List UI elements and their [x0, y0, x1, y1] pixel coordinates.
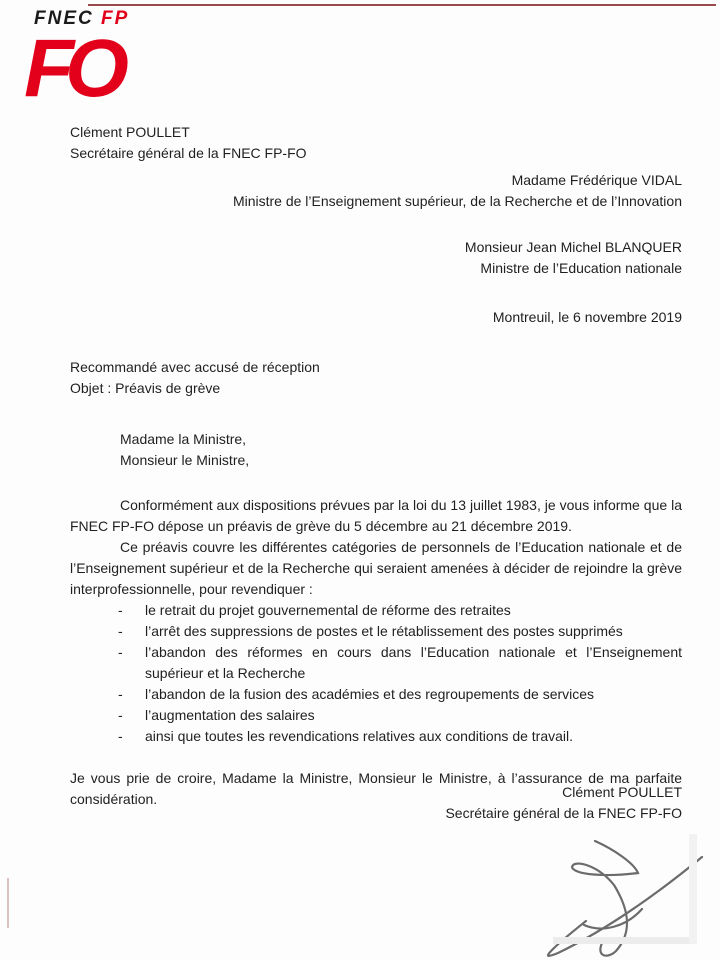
demand-text: l’augmentation des salaires	[145, 707, 315, 723]
demand-text: ainsi que toutes les revendications relatives aux conditions de travail.	[145, 728, 574, 744]
scan-band-artifact	[689, 834, 697, 944]
scan-edge-artifact	[7, 878, 9, 928]
salutation-line-madame: Madame la Ministre,	[120, 431, 247, 447]
closing-formula: Je vous prie de croire, Madame la Ministre, Monsieur le Ministre, à l’assurance de ma parfaite considération.	[70, 770, 682, 807]
bullet-dash: -	[118, 602, 123, 618]
demand-text: l’abandon de la fusion des académies et des regroupements de services	[145, 686, 595, 702]
recipient-title: Ministre de l’Education nationale	[480, 260, 682, 276]
recipient-blanquer	[465, 237, 682, 279]
sender-name: Clément POULLET	[70, 124, 190, 140]
salutation	[120, 429, 249, 471]
dateline: Montreuil, le 6 novembre 2019	[492, 309, 682, 325]
header-rule	[88, 4, 716, 6]
fnec-fp-fo-logo	[24, 8, 130, 114]
scan-shadow-artifact	[553, 937, 691, 944]
list-item	[70, 621, 682, 642]
bullet-dash: -	[118, 644, 123, 660]
list-item	[70, 642, 682, 684]
sender-block	[70, 122, 307, 164]
bullet-dash: -	[118, 686, 123, 702]
paragraph-couverture: Ce préavis couvre les différentes catégories de personnels de l’Education nationale et de l’Enseignement supérieur et de la Recherche qui seraient amenées à décider de rejoindre la grève interprofessionnelle, pour revendiquer :	[70, 539, 682, 597]
demands-list	[70, 600, 682, 747]
recipient-name: Monsieur Jean Michel BLANQUER	[464, 239, 682, 255]
signatory-name: Clément POULLET	[562, 784, 682, 800]
bullet-dash: -	[118, 623, 123, 639]
reference-block	[70, 357, 320, 399]
demand-text: l’abandon des réformes en cours dans l’Education nationale et l’Enseignement supérieur et la Recherche	[145, 644, 682, 681]
salutation-line-monsieur: Monsieur le Ministre,	[120, 452, 250, 468]
paragraph-preavis: Conformément aux dispositions prévues par la loi du 13 juillet 1983, je vous informe que la FNEC FP-FO dépose un préavis de grève du 5 décembre au 21 décembre 2019.	[70, 497, 682, 534]
recipient-vidal	[233, 170, 682, 212]
demand-text: l’arrêt des suppressions de postes et le rétablissement des postes supprimés	[145, 623, 623, 639]
bullet-dash: -	[118, 728, 123, 744]
list-item	[70, 726, 682, 747]
signature-block	[445, 782, 682, 824]
letter-body	[70, 495, 682, 810]
recipient-name: Madame Frédérique VIDAL	[511, 172, 682, 188]
bullet-dash: -	[118, 707, 123, 723]
list-item	[70, 684, 682, 705]
list-item	[70, 600, 682, 621]
logo-fnec-text: FNEC	[34, 8, 94, 29]
subject-line: Objet : Préavis de grève	[70, 380, 221, 396]
demand-text: le retrait du projet gouvernemental de réforme des retraites	[145, 602, 511, 618]
recipient-title: Ministre de l’Enseignement supérieur, de la Recherche et de l’Innovation	[232, 193, 682, 209]
logo-fp-text: FP	[101, 8, 130, 29]
list-item	[70, 705, 682, 726]
logo-fo-text: FO	[24, 23, 120, 114]
sender-title: Secrétaire général de la FNEC FP-FO	[70, 145, 307, 161]
signatory-title: Secrétaire général de la FNEC FP-FO	[445, 805, 682, 821]
registered-mail-line: Recommandé avec accusé de réception	[70, 359, 320, 375]
